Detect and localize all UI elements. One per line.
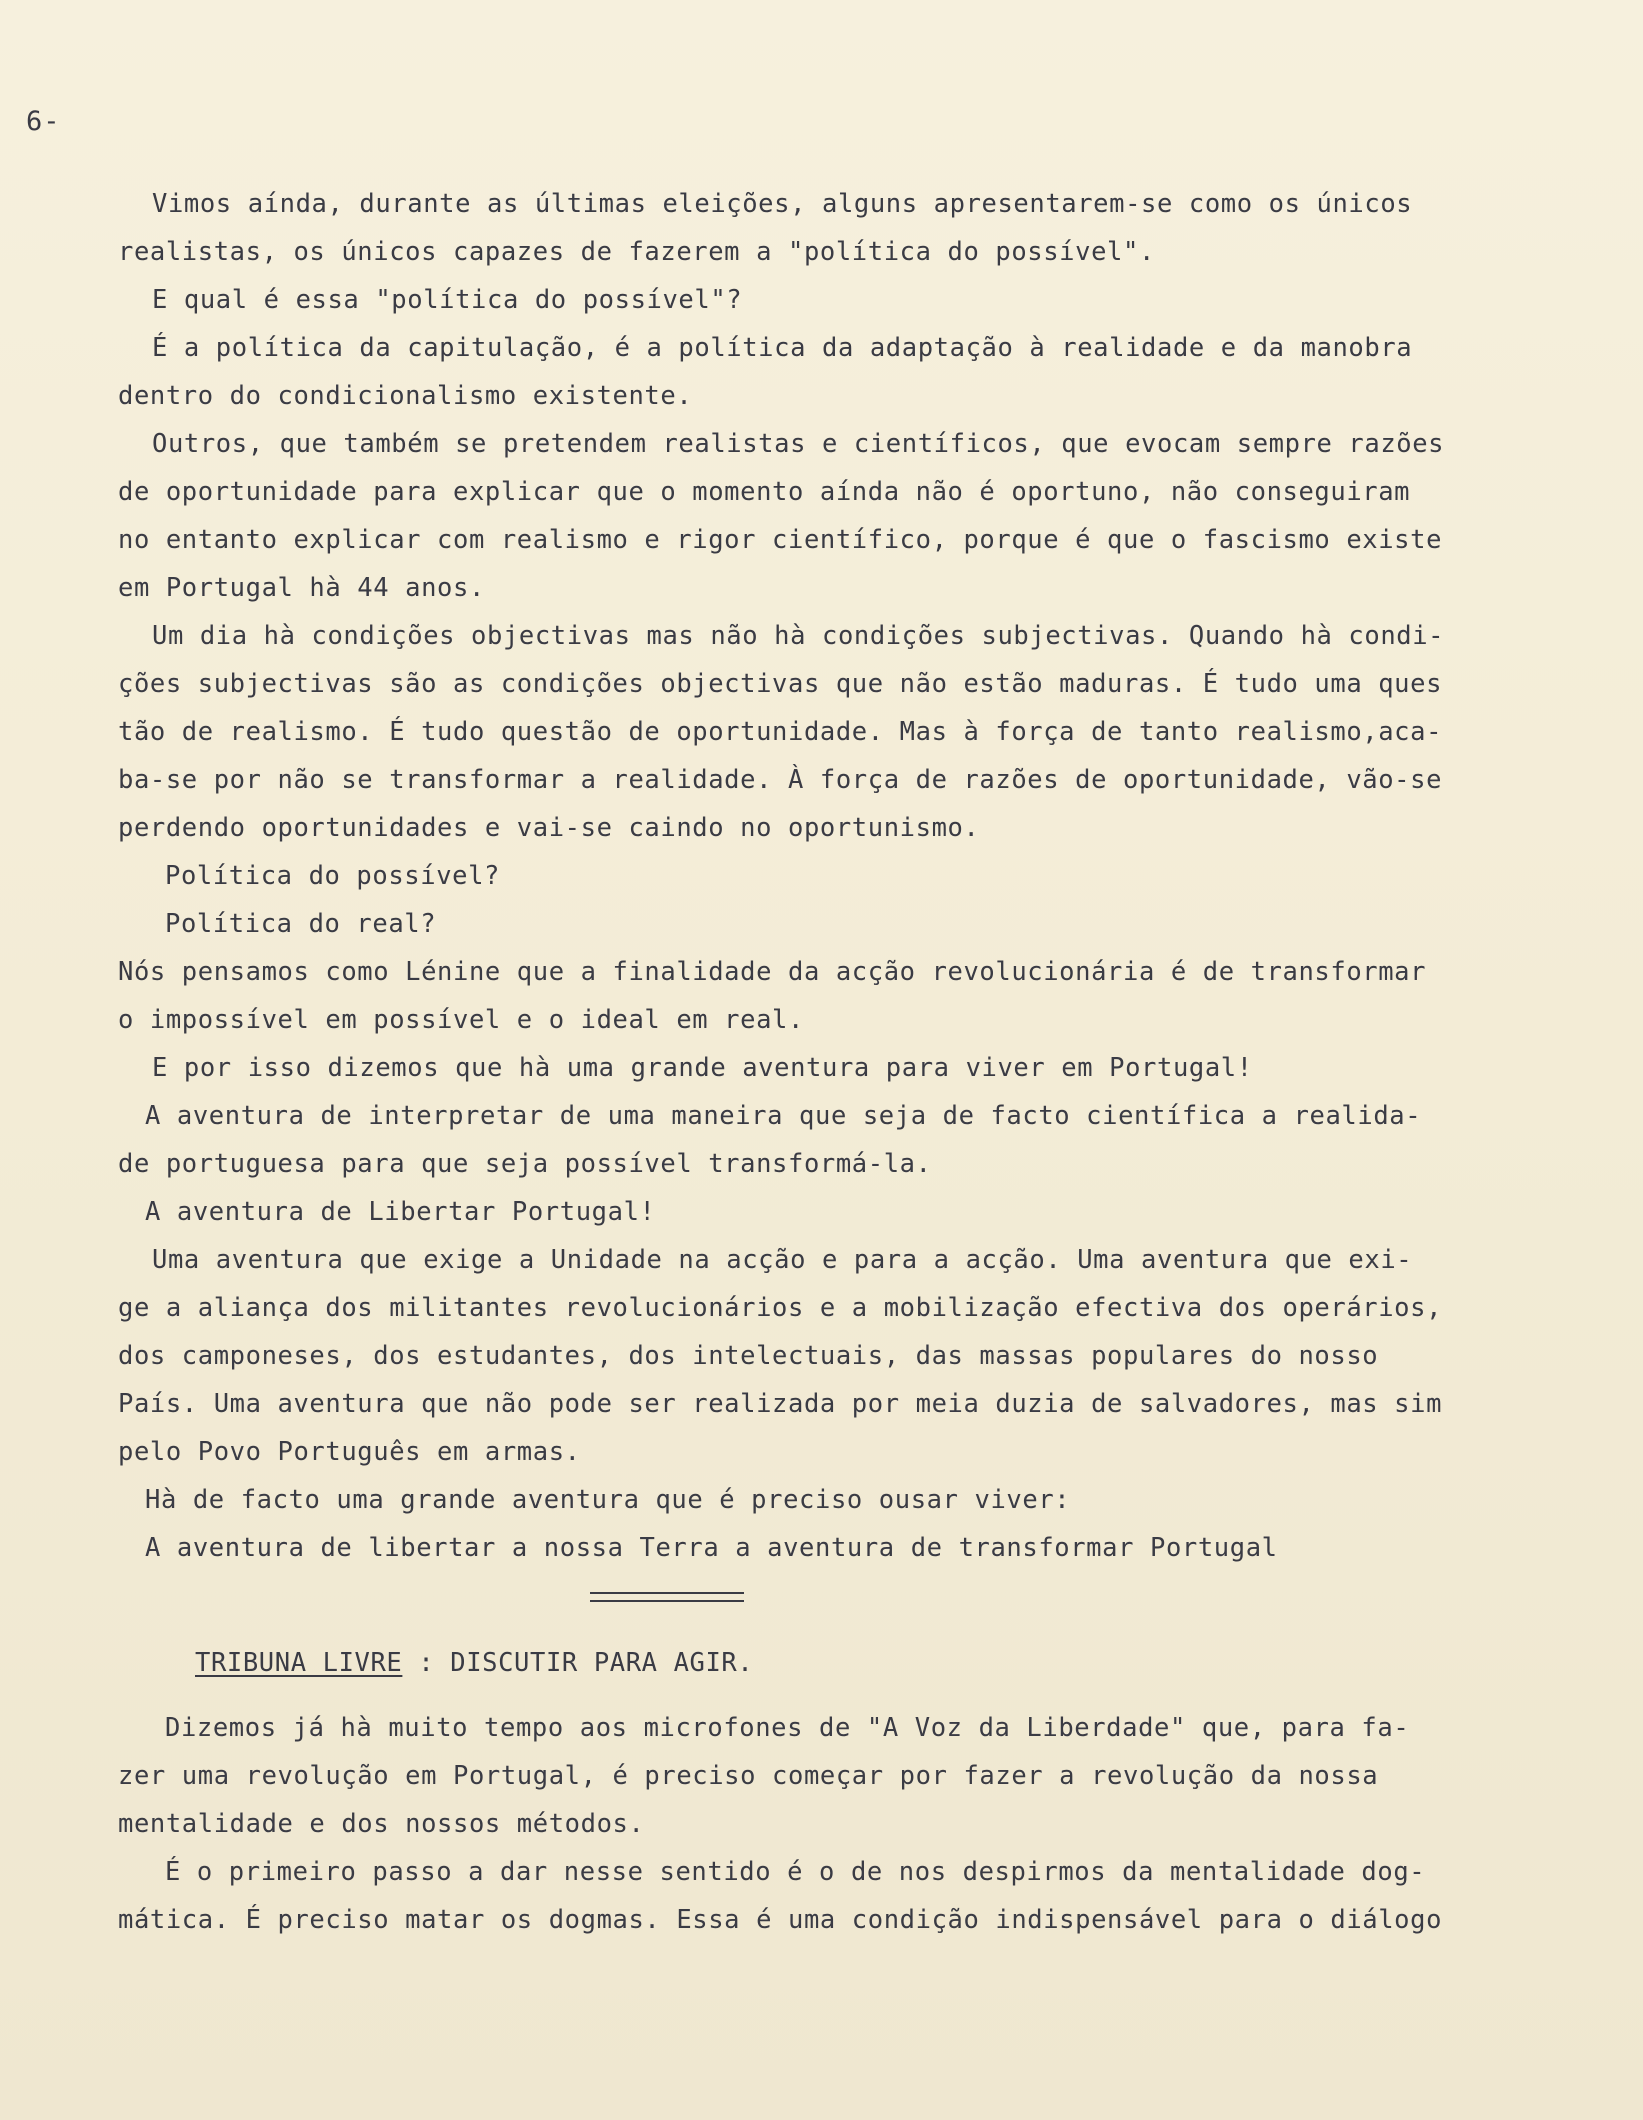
text-line: Vimos aínda, durante as últimas eleições, alguns apresentarem-se como os únicos — [152, 189, 1413, 219]
text-line: de oportunidade para explicar que o momento aínda não é oportuno, não conseguiram — [118, 477, 1411, 507]
text-line: Uma aventura que exige a Unidade na acção e para a acção. Uma aventura que exi- — [152, 1245, 1413, 1275]
text-line: tão de realismo. É tudo questão de oportunidade. Mas à força de tanto realismo,aca- — [118, 717, 1443, 747]
text-line: realistas, os únicos capazes de fazerem a "política do possível". — [118, 237, 1155, 267]
text-line: de portuguesa para que seja possível transformá-la. — [118, 1149, 932, 1179]
text-line: mentalidade e dos nossos métodos. — [118, 1809, 645, 1839]
text-line: perdendo oportunidades e vai-se caindo no oportunismo. — [118, 813, 980, 843]
text-line: ções subjectivas são as condições objectivas que não estão maduras. É tudo uma ques — [118, 669, 1443, 699]
text-line: o impossível em possível e o ideal em real. — [118, 1005, 804, 1035]
text-line: A aventura de Libertar Portugal! — [145, 1197, 656, 1227]
text-line: ba-se por não se transformar a realidade. À força de razões de oportunidade, vão-se — [118, 765, 1443, 795]
page-number: 6- — [26, 106, 61, 137]
text-line: Outros, que também se pretendem realistas e científicos, que evocam sempre razões — [152, 429, 1445, 459]
text-line: É o primeiro passo a dar nesse sentido é o de nos despirmos da mentalidade dog- — [165, 1857, 1426, 1887]
text-line: Política do real? — [165, 909, 437, 939]
section-heading — [195, 1648, 753, 1678]
text-line: Um dia hà condições objectivas mas não hà condições subjectivas. Quando hà condi- — [152, 621, 1445, 651]
text-line: dos camponeses, dos estudantes, dos intelectuais, das massas populares do nosso — [118, 1341, 1379, 1371]
text-line: ge a aliança dos militantes revolucionários e a mobilização efectiva dos operários, — [118, 1293, 1443, 1323]
text-line: Política do possível? — [165, 861, 500, 891]
text-line: E por isso dizemos que hà uma grande aventura para viver em Portugal! — [152, 1053, 1253, 1083]
text-line: pelo Povo Português em armas. — [118, 1437, 581, 1467]
heading-underlined: TRIBUNA LIVRE — [195, 1648, 403, 1678]
text-line: no entanto explicar com realismo e rigor científico, porque é que o fascismo existe — [118, 525, 1443, 555]
heading-rest: : DISCUTIR PARA AGIR. — [402, 1648, 754, 1678]
text-line: mática. É preciso matar os dogmas. Essa é uma condição indispensável para o diálogo — [118, 1905, 1443, 1935]
text-line: zer uma revolução em Portugal, é preciso começar por fazer a revolução da nossa — [118, 1761, 1379, 1791]
text-line: Nós pensamos como Lénine que a finalidade da acção revolucionária é de transformar — [118, 957, 1427, 987]
section-divider — [590, 1592, 744, 1602]
text-line: A aventura de libertar a nossa Terra a aventura de transformar Portugal — [145, 1533, 1278, 1563]
text-line: em Portugal hà 44 anos. — [118, 573, 485, 603]
text-line: Dizemos já hà muito tempo aos microfones de "A Voz da Liberdade" que, para fa- — [165, 1713, 1410, 1743]
text-line: dentro do condicionalismo existente. — [118, 381, 693, 411]
text-line: A aventura de interpretar de uma maneira que seja de facto científica a realida- — [145, 1101, 1422, 1131]
text-line: Hà de facto uma grande aventura que é preciso ousar viver: — [145, 1485, 1071, 1515]
text-line: É a política da capitulação, é a política da adaptação à realidade e da manobra — [152, 333, 1413, 363]
text-line: E qual é essa "política do possível"? — [152, 285, 743, 315]
text-line: País. Uma aventura que não pode ser realizada por meia duzia de salvadores, mas sim — [118, 1389, 1443, 1419]
